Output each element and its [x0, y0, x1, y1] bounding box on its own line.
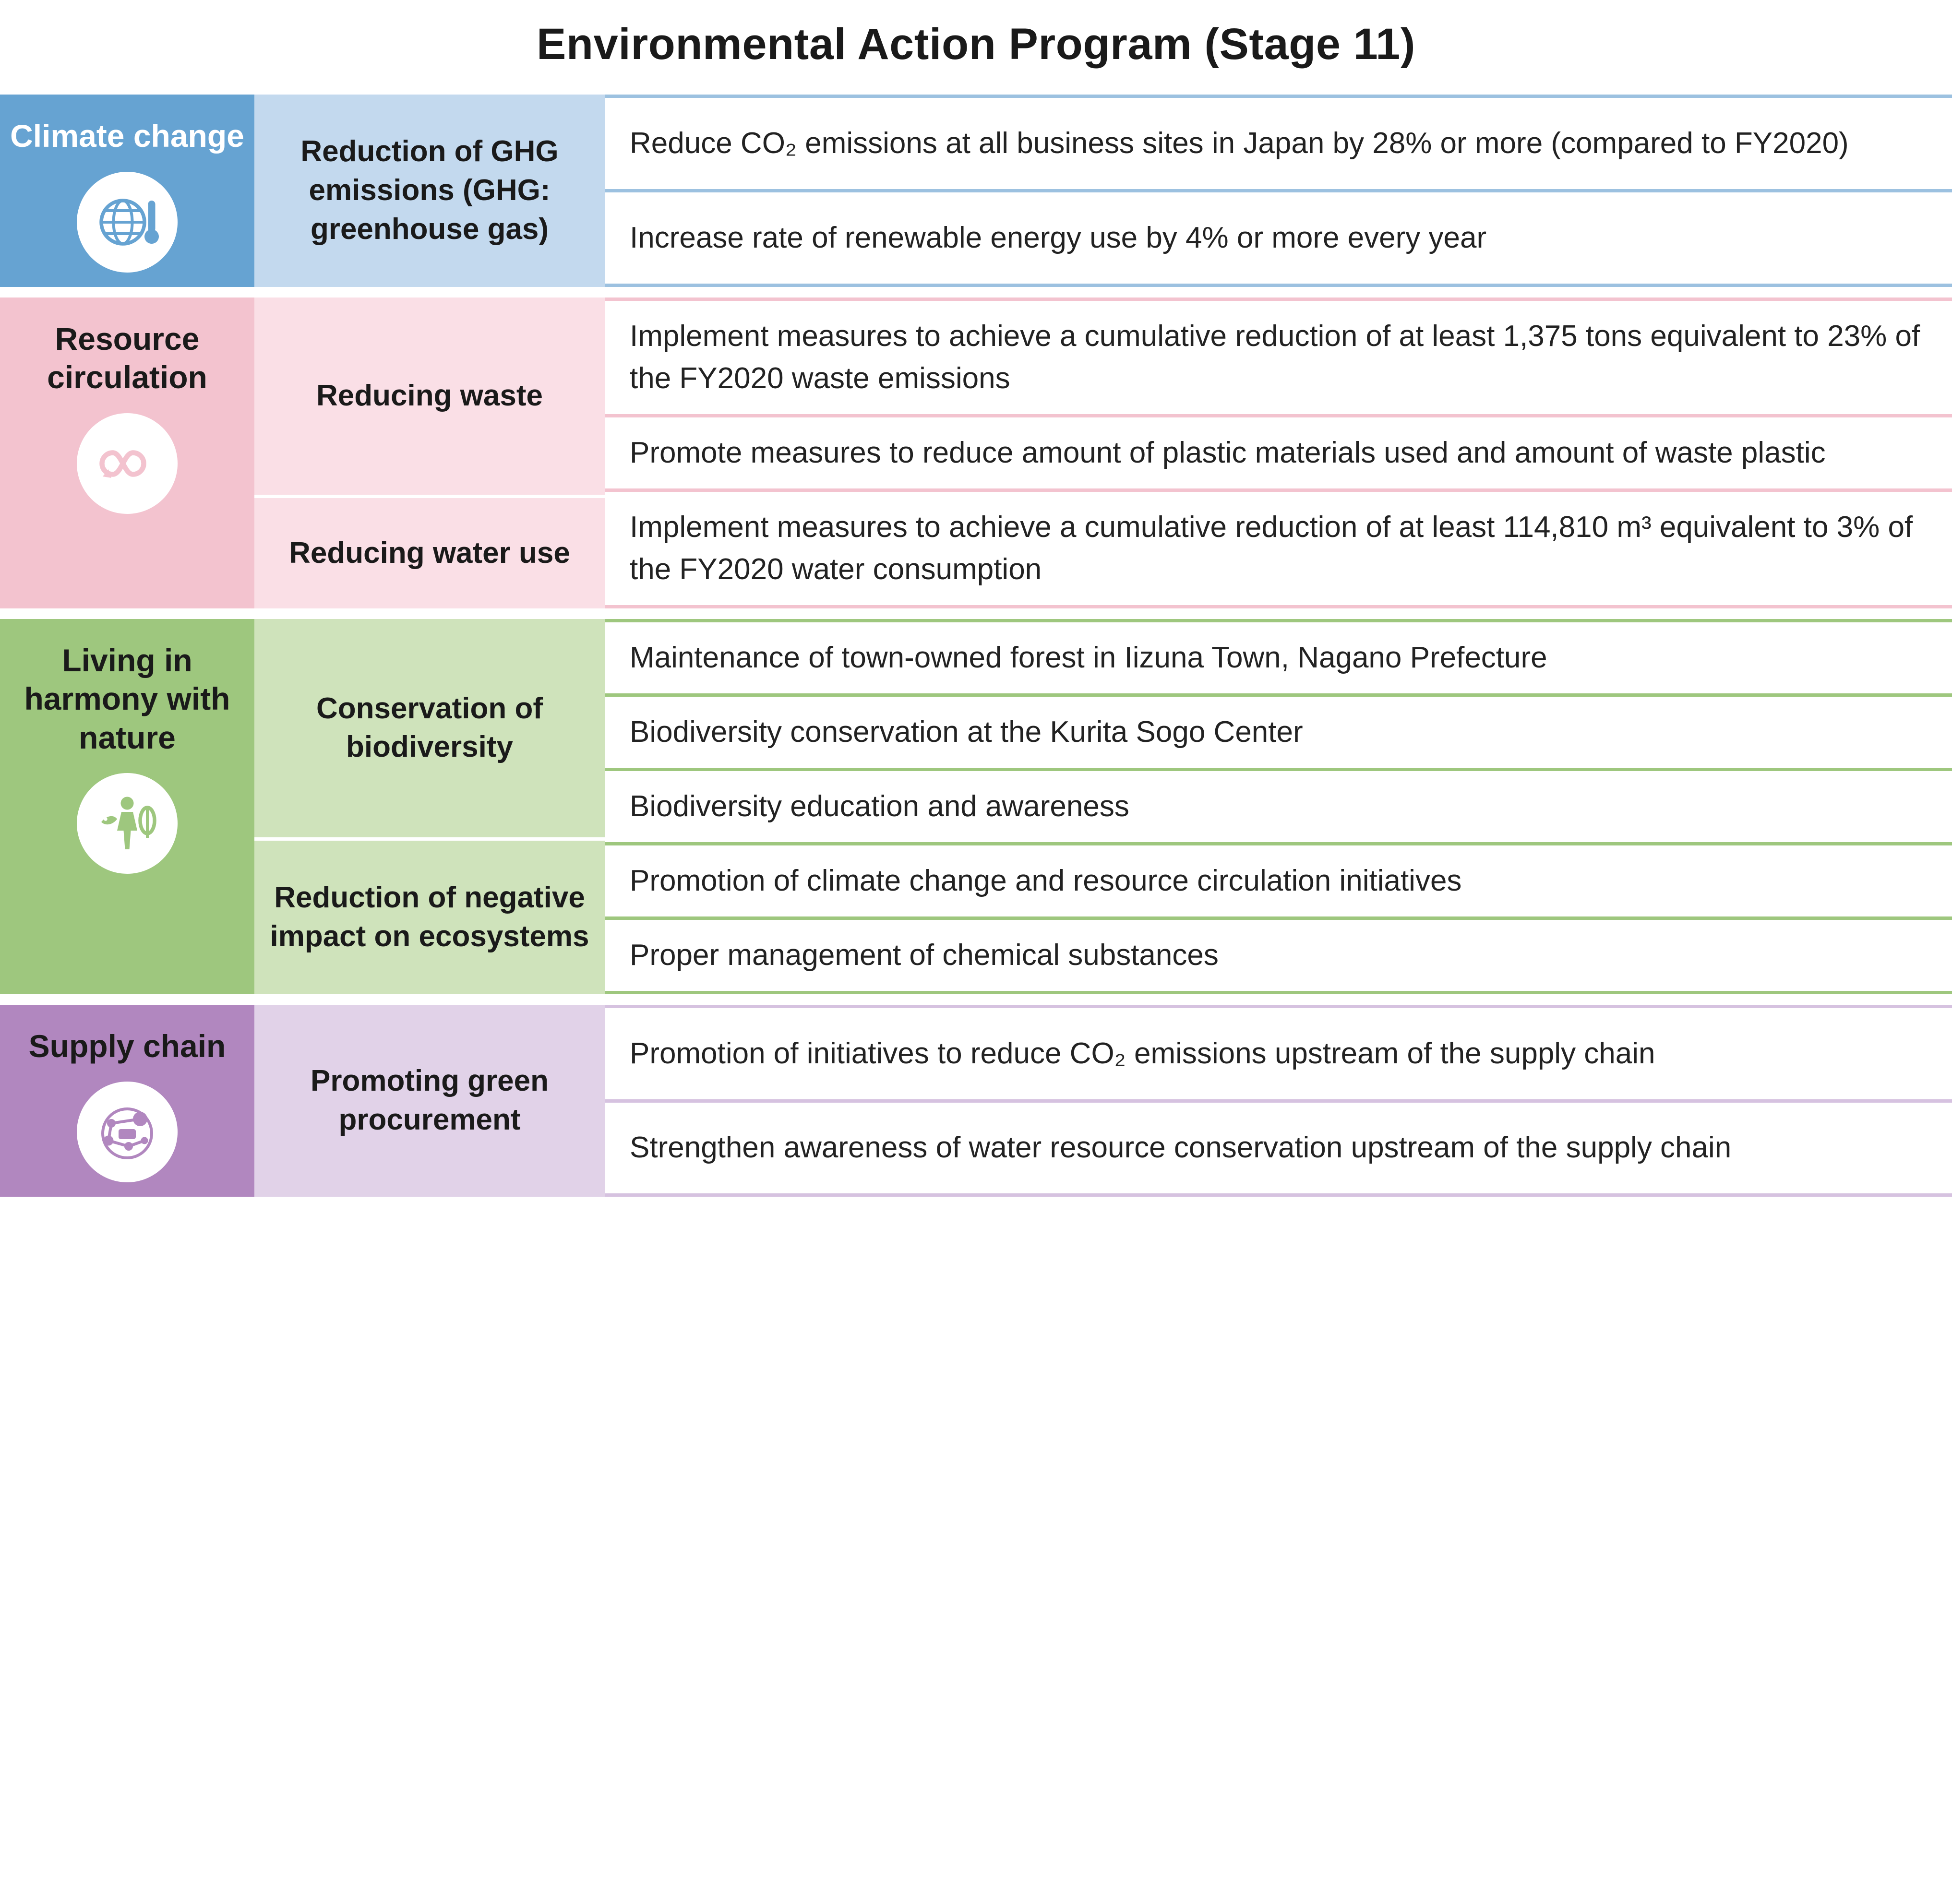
category-label: Climate change — [10, 118, 244, 154]
theme-cell: Reducing waste — [316, 379, 543, 412]
category-cell-supply-chain — [0, 1005, 254, 1197]
theme-column-nature — [254, 619, 605, 994]
item-cell — [605, 771, 1952, 845]
item-text: Promote measures to reduce amount of plastic materials used and amount of waste plastic — [630, 436, 1826, 469]
category-cell-nature — [0, 619, 254, 994]
category-label: Living in harmony with nature — [24, 642, 230, 755]
item-text: Biodiversity education and awareness — [630, 789, 1129, 823]
item-cell — [605, 298, 1952, 417]
item-cell — [605, 1005, 1952, 1103]
item-text: Maintenance of town-owned forest in Iizuna Town, Nagano Prefecture — [630, 641, 1547, 674]
items-column-nature — [605, 619, 1952, 994]
section-climate-change — [0, 95, 1952, 287]
section-living-in-harmony-with-nature — [0, 619, 1952, 994]
theme-cell: Promoting green procurement — [310, 1064, 549, 1137]
supply-network-icon — [77, 1082, 178, 1182]
infinity-recycle-icon — [77, 413, 178, 514]
theme-column-resource-circulation — [254, 298, 605, 608]
section-supply-chain — [0, 1005, 1952, 1197]
item-cell — [605, 192, 1952, 287]
theme-column-supply-chain — [254, 1005, 605, 1197]
theme-cell: Reducing water use — [254, 495, 605, 608]
item-text: Implement measures to achieve a cumulative reduction of at least 114,810 m³ equivalent to 3% of the FY2020 water consumption — [630, 510, 1913, 586]
page-title: Environmental Action Program (Stage 11) — [537, 20, 1415, 69]
item-cell — [605, 417, 1952, 492]
theme-cell: Conservation of biodiversity — [316, 691, 543, 764]
items-column-climate-change — [605, 95, 1952, 287]
item-text: Promotion of climate change and resource circulation initiatives — [630, 864, 1462, 897]
nature-person-bird-icon — [77, 773, 178, 874]
globe-thermometer-icon — [77, 172, 178, 273]
item-cell — [605, 492, 1952, 608]
item-cell — [605, 697, 1952, 771]
item-cell — [605, 619, 1952, 697]
items-column-resource-circulation — [605, 298, 1952, 608]
item-cell — [605, 1103, 1952, 1197]
item-cell — [605, 845, 1952, 920]
item-text: Increase rate of renewable energy use by 4% or more every year — [630, 221, 1487, 254]
theme-cell: Reduction of GHG emissions (GHG: greenhouse gas) — [300, 135, 559, 246]
section-resource-circulation — [0, 298, 1952, 608]
items-column-supply-chain — [605, 1005, 1952, 1197]
category-cell-climate-change — [0, 95, 254, 287]
theme-column-climate-change — [254, 95, 605, 287]
item-cell — [605, 920, 1952, 994]
category-label: Supply chain — [28, 1028, 226, 1064]
item-text: Biodiversity conservation at the Kurita Sogo Center — [630, 715, 1303, 749]
item-text: Proper management of chemical substances — [630, 938, 1219, 972]
item-text: Reduce CO₂ emissions at all business sites in Japan by 28% or more (compared to FY2020) — [630, 126, 1849, 160]
item-cell — [605, 95, 1952, 192]
item-text: Strengthen awareness of water resource conservation upstream of the supply chain — [630, 1131, 1732, 1165]
item-text: Promotion of initiatives to reduce CO₂ emissions upstream of the supply chain — [630, 1036, 1655, 1070]
item-text: Implement measures to achieve a cumulative reduction of at least 1,375 tons equivalent to 23% of the FY2020 waste emissions — [630, 319, 1920, 395]
theme-cell: Reduction of negative impact on ecosystems — [254, 837, 605, 994]
category-cell-resource-circulation — [0, 298, 254, 608]
category-label: Resource circulation — [47, 321, 207, 395]
